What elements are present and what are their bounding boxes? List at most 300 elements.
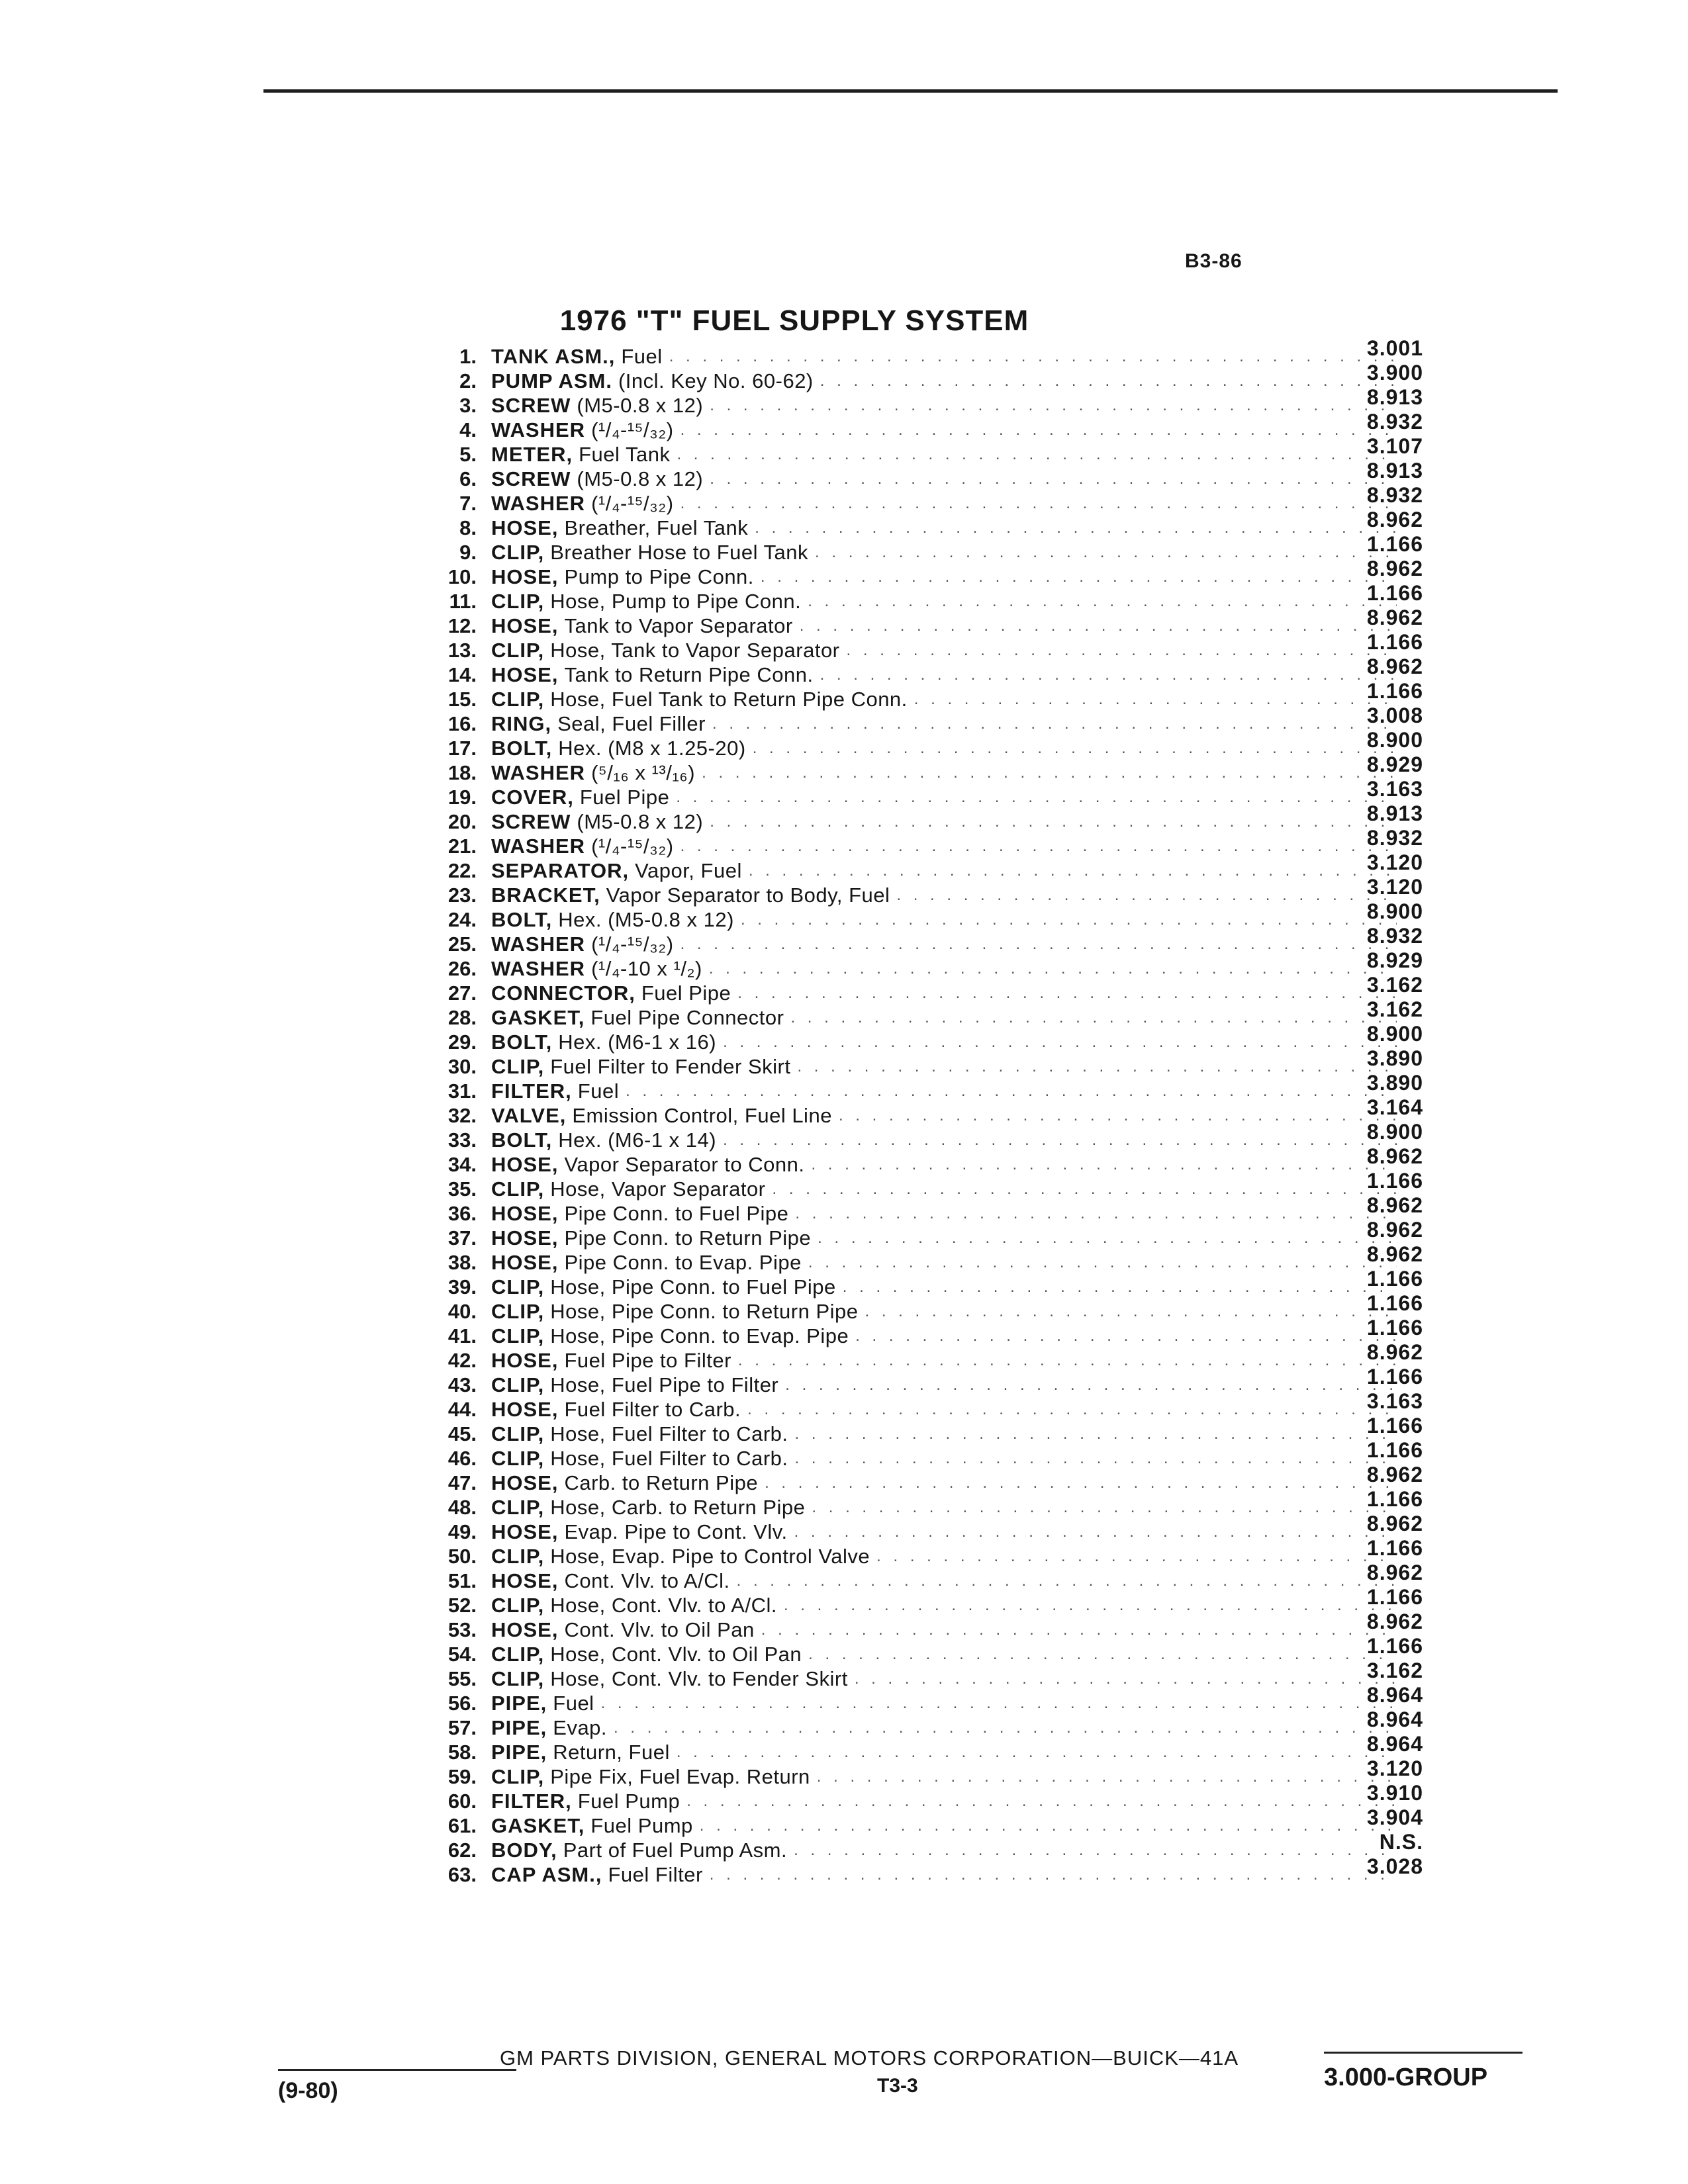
part-name: RING, xyxy=(491,712,552,735)
dot-leader xyxy=(812,1495,1397,1520)
part-number: 23. xyxy=(447,884,477,907)
part-number: 53. xyxy=(447,1618,477,1641)
part-description: (¹/₄-¹⁵/₃₂) xyxy=(591,492,674,515)
part-number: 30. xyxy=(447,1055,477,1078)
footer-rule-left xyxy=(278,2069,516,2071)
part-row xyxy=(404,1463,1423,1495)
part-description: Fuel Filter xyxy=(608,1863,703,1886)
dot-leader xyxy=(784,1593,1397,1617)
part-row xyxy=(404,801,1423,834)
part-description: Hex. (M8 x 1.25-20) xyxy=(558,737,746,760)
part-name: WASHER xyxy=(491,492,586,515)
dot-leader xyxy=(795,1201,1397,1226)
part-description: Fuel Tank xyxy=(579,443,671,466)
part-row xyxy=(404,1610,1423,1642)
part-row xyxy=(404,1732,1423,1764)
dot-leader xyxy=(700,1813,1397,1838)
part-description: Hose, Fuel Tank to Return Pipe Conn. xyxy=(550,688,908,711)
group-code: 3.008 xyxy=(1366,704,1423,727)
part-number: 16. xyxy=(447,712,477,735)
part-number: 2. xyxy=(459,369,477,392)
dot-leader xyxy=(749,858,1397,883)
dot-leader xyxy=(755,516,1397,540)
group-code: 8.913 xyxy=(1366,459,1423,482)
dot-leader xyxy=(702,760,1397,785)
part-name: HOSE, xyxy=(491,1398,559,1421)
part-number: 51. xyxy=(447,1569,477,1592)
part-description: Hose, Fuel Filter to Carb. xyxy=(550,1447,788,1470)
part-name: CLIP, xyxy=(491,1055,545,1078)
part-description: Fuel Pump xyxy=(577,1790,680,1813)
group-code: 8.929 xyxy=(1366,948,1423,972)
group-code: 3.900 xyxy=(1366,361,1423,385)
part-name: HOSE, xyxy=(491,1349,559,1372)
part-description: Hose, Vapor Separator xyxy=(550,1177,766,1201)
part-row xyxy=(404,704,1423,736)
part-name: SEPARATOR, xyxy=(491,859,630,882)
group-code: 3.120 xyxy=(1366,850,1423,874)
part-name: METER, xyxy=(491,443,573,466)
part-name: WASHER xyxy=(491,933,586,956)
part-description: Carb. to Return Pipe xyxy=(564,1471,759,1494)
part-description: (⁵/₁₆ x ¹³/₁₆) xyxy=(591,761,696,784)
part-name: HOSE, xyxy=(491,663,559,686)
part-name: FILTER, xyxy=(491,1790,572,1813)
part-name: PIPE, xyxy=(491,1692,547,1715)
part-number: 46. xyxy=(447,1447,477,1470)
group-code: 3.028 xyxy=(1366,1854,1423,1878)
group-code: 1.166 xyxy=(1366,1634,1423,1658)
part-row xyxy=(404,385,1423,418)
part-row xyxy=(404,1340,1423,1373)
group-code: 3.162 xyxy=(1366,973,1423,997)
part-number: 15. xyxy=(447,688,477,711)
part-name: CLIP, xyxy=(491,1447,545,1470)
part-number: 63. xyxy=(447,1863,477,1886)
dot-leader xyxy=(753,736,1397,760)
part-row xyxy=(404,1267,1423,1299)
dot-leader xyxy=(677,442,1397,467)
part-name: CONNECTOR, xyxy=(491,981,635,1005)
part-description: Hose, Evap. Pipe to Control Valve xyxy=(550,1545,870,1568)
dot-leader xyxy=(737,1569,1397,1593)
group-code: 1.166 xyxy=(1366,1291,1423,1315)
part-name: BOLT, xyxy=(491,1128,553,1152)
part-number: 62. xyxy=(447,1839,477,1862)
part-row xyxy=(404,1512,1423,1544)
part-row xyxy=(404,1805,1423,1838)
part-name: WASHER xyxy=(491,835,586,858)
part-name: HOSE, xyxy=(491,1618,559,1641)
dot-leader xyxy=(710,1862,1397,1887)
part-name: CLIP, xyxy=(491,1177,545,1201)
dot-leader xyxy=(741,907,1397,932)
group-code: 8.962 xyxy=(1366,1193,1423,1217)
part-description: Pipe Conn. to Fuel Pipe xyxy=(564,1202,789,1225)
part-description: Fuel Filter to Fender Skirt xyxy=(550,1055,791,1078)
part-description: Breather, Fuel Tank xyxy=(564,516,749,539)
part-description: Hose, Cont. Vlv. to Fender Skirt xyxy=(550,1667,848,1690)
part-number: 14. xyxy=(447,663,477,686)
part-row xyxy=(404,557,1423,589)
part-name: CLIP, xyxy=(491,1496,545,1519)
part-number: 44. xyxy=(447,1398,477,1421)
part-description: Pipe Conn. to Evap. Pipe xyxy=(564,1251,802,1274)
part-row xyxy=(404,581,1423,614)
part-description: Hex. (M6-1 x 14) xyxy=(558,1128,717,1152)
part-row xyxy=(404,1193,1423,1226)
part-name: CLIP, xyxy=(491,1765,545,1788)
part-description: (¹/₄-¹⁵/₃₂) xyxy=(591,418,674,441)
group-code: 8.962 xyxy=(1366,557,1423,580)
part-number: 42. xyxy=(447,1349,477,1372)
dot-leader xyxy=(709,956,1397,981)
part-description: Evap. xyxy=(553,1716,608,1739)
part-row xyxy=(404,1365,1423,1397)
group-code: 8.964 xyxy=(1366,1707,1423,1731)
part-name: CLIP, xyxy=(491,639,545,662)
dot-leader xyxy=(761,1617,1397,1642)
dot-leader xyxy=(865,1299,1397,1324)
part-row xyxy=(404,752,1423,785)
part-number: 49. xyxy=(447,1520,477,1543)
top-rule xyxy=(263,89,1558,93)
part-number: 19. xyxy=(447,786,477,809)
part-number: 17. xyxy=(447,737,477,760)
part-description: (¹/₄-¹⁵/₃₂) xyxy=(591,835,674,858)
part-number: 22. xyxy=(447,859,477,882)
group-code: 8.962 xyxy=(1366,655,1423,678)
dot-leader xyxy=(794,1520,1397,1544)
dot-leader xyxy=(815,540,1397,565)
dot-leader xyxy=(710,393,1397,418)
part-description: Hose, Carb. to Return Pipe xyxy=(550,1496,806,1519)
part-row xyxy=(404,1683,1423,1715)
part-description: Tank to Vapor Separator xyxy=(564,614,793,637)
dot-leader xyxy=(601,1691,1397,1715)
part-row xyxy=(404,924,1423,956)
part-description: Hose, Fuel Filter to Carb. xyxy=(550,1422,788,1445)
part-number: 28. xyxy=(447,1006,477,1029)
dot-leader xyxy=(723,1030,1397,1054)
part-number: 34. xyxy=(447,1153,477,1176)
dot-leader xyxy=(855,1666,1397,1691)
part-description: Hose, Fuel Pipe to Filter xyxy=(550,1373,779,1396)
part-name: SCREW xyxy=(491,810,571,833)
part-number: 41. xyxy=(447,1324,477,1347)
part-row xyxy=(404,1854,1423,1887)
part-row xyxy=(404,434,1423,467)
part-description: Hex. (M5-0.8 x 12) xyxy=(558,908,734,931)
part-description: Vapor, Fuel xyxy=(635,859,742,882)
page-reference: B3-86 xyxy=(1185,250,1243,272)
group-code: 3.164 xyxy=(1366,1095,1423,1119)
part-number: 36. xyxy=(447,1202,477,1225)
group-code: 8.964 xyxy=(1366,1732,1423,1756)
part-name: SCREW xyxy=(491,394,571,417)
group-code: 1.166 xyxy=(1366,630,1423,654)
part-name: HOSE, xyxy=(491,614,559,637)
dot-leader xyxy=(712,711,1397,736)
footer-rule-right xyxy=(1324,2052,1523,2054)
part-name: WASHER xyxy=(491,957,586,980)
part-name: SCREW xyxy=(491,467,571,490)
part-description: Hose, Pipe Conn. to Fuel Pipe xyxy=(550,1275,836,1298)
part-number: 48. xyxy=(447,1496,477,1519)
part-row xyxy=(404,1536,1423,1569)
part-row xyxy=(404,1389,1423,1422)
part-description: (M5-0.8 x 12) xyxy=(577,467,704,490)
part-row xyxy=(404,1046,1423,1079)
part-row xyxy=(404,1291,1423,1324)
part-description: Seal, Fuel Filler xyxy=(557,712,706,735)
part-description: Pipe Fix, Fuel Evap. Return xyxy=(550,1765,810,1788)
part-row xyxy=(404,1707,1423,1740)
part-description: (¹/₄-¹⁵/₃₂) xyxy=(591,933,674,956)
part-name: CLIP, xyxy=(491,1373,545,1396)
part-row xyxy=(404,1316,1423,1348)
part-name: CLIP, xyxy=(491,1667,545,1690)
group-code: 8.900 xyxy=(1366,728,1423,752)
dot-leader xyxy=(808,1250,1397,1275)
group-code: 8.900 xyxy=(1366,1120,1423,1144)
part-row xyxy=(404,728,1423,760)
part-description: Fuel Filter to Carb. xyxy=(564,1398,741,1421)
part-description: Hex. (M6-1 x 16) xyxy=(558,1030,717,1054)
part-name: CLIP, xyxy=(491,1422,545,1445)
part-number: 25. xyxy=(447,933,477,956)
part-row xyxy=(404,1022,1423,1054)
part-number: 11. xyxy=(449,590,477,613)
part-description: Fuel xyxy=(577,1079,620,1103)
group-code: 1.166 xyxy=(1366,1267,1423,1291)
group-code: 3.162 xyxy=(1366,1659,1423,1682)
part-row xyxy=(404,1561,1423,1593)
part-number: 32. xyxy=(447,1104,477,1127)
group-code: 3.904 xyxy=(1366,1805,1423,1829)
part-row xyxy=(404,850,1423,883)
part-row xyxy=(404,875,1423,907)
dot-leader xyxy=(737,981,1397,1005)
group-code: 8.913 xyxy=(1366,385,1423,409)
part-description: Pump to Pipe Conn. xyxy=(564,565,754,588)
part-description: Fuel Pump xyxy=(590,1814,693,1837)
dot-leader xyxy=(847,638,1397,662)
part-row xyxy=(404,973,1423,1005)
group-code: 3.162 xyxy=(1366,997,1423,1021)
dot-leader xyxy=(738,1348,1397,1373)
part-description: Tank to Return Pipe Conn. xyxy=(564,663,814,686)
part-description: Hose, Pipe Conn. to Return Pipe xyxy=(550,1300,859,1323)
part-description: Part of Fuel Pump Asm. xyxy=(563,1839,788,1862)
dot-leader xyxy=(795,1446,1397,1471)
group-code: 8.913 xyxy=(1366,801,1423,825)
part-name: BODY, xyxy=(491,1839,557,1862)
part-row xyxy=(404,655,1423,687)
part-row xyxy=(404,1659,1423,1691)
group-code: 3.163 xyxy=(1366,1389,1423,1413)
part-description: Return, Fuel xyxy=(553,1741,670,1764)
part-number: 12. xyxy=(447,614,477,637)
part-name: CLIP, xyxy=(491,1275,545,1298)
part-row xyxy=(404,1218,1423,1250)
dot-leader xyxy=(710,809,1397,834)
dot-leader xyxy=(669,344,1397,369)
part-number: 18. xyxy=(447,761,477,784)
part-number: 58. xyxy=(447,1741,477,1764)
part-name: TANK ASM., xyxy=(491,345,616,368)
group-code: 3.163 xyxy=(1366,777,1423,801)
dot-leader xyxy=(808,589,1397,614)
part-number: 35. xyxy=(447,1177,477,1201)
part-name: CLIP, xyxy=(491,688,545,711)
part-number: 13. xyxy=(447,639,477,662)
part-row xyxy=(404,606,1423,638)
part-number: 55. xyxy=(447,1667,477,1690)
part-row xyxy=(404,1120,1423,1152)
part-row xyxy=(404,459,1423,491)
part-description: Fuel Pipe Connector xyxy=(590,1006,784,1029)
part-description: Fuel Pipe to Filter xyxy=(564,1349,731,1372)
part-row xyxy=(404,1242,1423,1275)
part-row xyxy=(404,1414,1423,1446)
part-description: Vapor Separator to Conn. xyxy=(564,1153,805,1176)
part-row xyxy=(404,483,1423,516)
page-title: 1976 "T" FUEL SUPPLY SYSTEM xyxy=(559,304,1029,337)
part-row xyxy=(404,1634,1423,1666)
part-number: 52. xyxy=(447,1594,477,1617)
part-name: VALVE, xyxy=(491,1104,567,1127)
revision-date: (9-80) xyxy=(278,2078,338,2103)
part-description: Hose, Cont. Vlv. to Oil Pan xyxy=(550,1643,802,1666)
part-description: Fuel Pipe xyxy=(641,981,731,1005)
dot-leader xyxy=(723,1128,1397,1152)
part-name: HOSE, xyxy=(491,1520,559,1543)
part-number: 5. xyxy=(459,443,477,466)
dot-leader xyxy=(820,369,1397,393)
part-number: 10. xyxy=(447,565,477,588)
group-code: 1.166 xyxy=(1366,1585,1423,1609)
dot-leader xyxy=(843,1275,1397,1299)
part-description: Cont. Vlv. to A/Cl. xyxy=(564,1569,730,1592)
group-code: 8.900 xyxy=(1366,1022,1423,1046)
part-number: 33. xyxy=(447,1128,477,1152)
part-description: Breather Hose to Fuel Tank xyxy=(550,541,809,564)
group-code: 8.932 xyxy=(1366,410,1423,433)
group-code: 8.964 xyxy=(1366,1683,1423,1707)
part-description: Hose, Cont. Vlv. to A/Cl. xyxy=(550,1594,777,1617)
dot-leader xyxy=(794,1838,1397,1862)
dot-leader xyxy=(855,1324,1397,1348)
part-number: 3. xyxy=(459,394,477,417)
group-code: 8.962 xyxy=(1366,1340,1423,1364)
group-code: 1.166 xyxy=(1366,1487,1423,1511)
part-row xyxy=(404,1781,1423,1813)
part-description: Hose, Tank to Vapor Separator xyxy=(550,639,840,662)
part-name: FILTER, xyxy=(491,1079,572,1103)
part-description: Evap. Pipe to Cont. Vlv. xyxy=(564,1520,788,1543)
part-number: 1. xyxy=(459,345,477,368)
dot-leader xyxy=(614,1715,1397,1740)
group-code: 3.890 xyxy=(1366,1071,1423,1095)
part-number: 40. xyxy=(447,1300,477,1323)
part-name: CLIP, xyxy=(491,1300,545,1323)
dot-leader xyxy=(680,834,1397,858)
part-number: 31. xyxy=(447,1079,477,1103)
part-number: 7. xyxy=(459,492,477,515)
part-number: 60. xyxy=(447,1790,477,1813)
group-code: 1.166 xyxy=(1366,1365,1423,1388)
part-row xyxy=(404,899,1423,932)
part-name: CLIP, xyxy=(491,1545,545,1568)
part-name: BOLT, xyxy=(491,737,553,760)
part-name: PIPE, xyxy=(491,1716,547,1739)
group-code: 3.001 xyxy=(1366,336,1423,360)
dot-leader xyxy=(761,565,1397,589)
part-name: CLIP, xyxy=(491,1643,545,1666)
group-code: 1.166 xyxy=(1366,1438,1423,1462)
group-code: 8.932 xyxy=(1366,924,1423,948)
group-code: 1.166 xyxy=(1366,679,1423,703)
part-name: CLIP, xyxy=(491,1324,545,1347)
part-description: (¹/₄-10 x ¹/₂) xyxy=(591,957,702,980)
part-row xyxy=(404,1487,1423,1520)
part-row xyxy=(404,679,1423,711)
part-row xyxy=(404,1756,1423,1789)
part-name: CLIP, xyxy=(491,541,545,564)
group-code: 8.900 xyxy=(1366,899,1423,923)
part-name: PIPE, xyxy=(491,1741,547,1764)
part-name: COVER, xyxy=(491,786,574,809)
part-name: BOLT, xyxy=(491,908,553,931)
part-row xyxy=(404,532,1423,565)
group-code: 3.120 xyxy=(1366,1756,1423,1780)
group-code: 8.932 xyxy=(1366,826,1423,850)
part-number: 27. xyxy=(447,981,477,1005)
dot-leader xyxy=(686,1789,1397,1813)
part-row xyxy=(404,1095,1423,1128)
dot-leader xyxy=(800,614,1397,638)
part-name: HOSE, xyxy=(491,516,559,539)
part-row xyxy=(404,508,1423,540)
part-description: Hose, Pump to Pipe Conn. xyxy=(550,590,802,613)
part-row xyxy=(404,777,1423,809)
part-number: 24. xyxy=(447,908,477,931)
dot-leader xyxy=(680,932,1397,956)
part-name: HOSE, xyxy=(491,1153,559,1176)
part-number: 39. xyxy=(447,1275,477,1298)
parts-list xyxy=(404,336,1423,1887)
dot-leader xyxy=(680,418,1397,442)
part-row xyxy=(404,1830,1423,1862)
group-code: 8.962 xyxy=(1366,508,1423,531)
part-name: HOSE, xyxy=(491,1226,559,1250)
part-number: 29. xyxy=(447,1030,477,1054)
part-description: Fuel xyxy=(553,1692,594,1715)
part-name: WASHER xyxy=(491,418,586,441)
dot-leader xyxy=(790,1005,1397,1030)
part-name: CLIP, xyxy=(491,1594,545,1617)
group-code: N.S. xyxy=(1379,1830,1423,1854)
part-number: 8. xyxy=(459,516,477,539)
part-description: Hose, Pipe Conn. to Evap. Pipe xyxy=(550,1324,849,1347)
part-description: Pipe Conn. to Return Pipe xyxy=(564,1226,812,1250)
publisher-line: GM PARTS DIVISION, GENERAL MOTORS CORPORATION—BUICK—41A xyxy=(500,2046,1239,2070)
group-code: 3.107 xyxy=(1366,434,1423,458)
group-code: 1.166 xyxy=(1366,1169,1423,1193)
part-number: 56. xyxy=(447,1692,477,1715)
group-code: 3.910 xyxy=(1366,1781,1423,1805)
